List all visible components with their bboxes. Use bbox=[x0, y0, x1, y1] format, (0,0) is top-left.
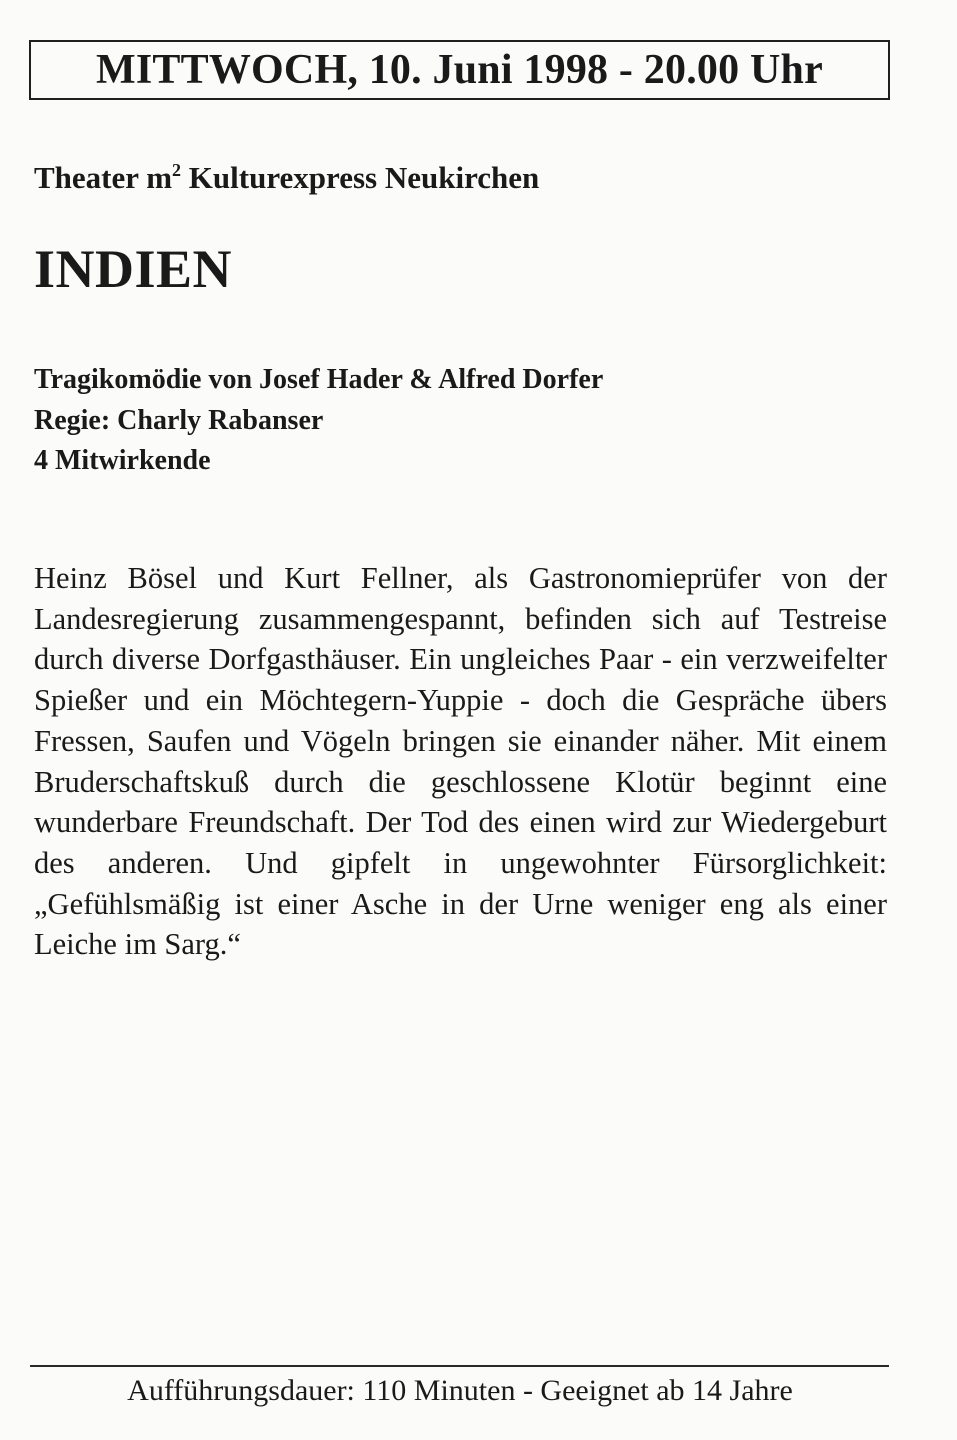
venue-line bbox=[34, 160, 539, 196]
play-title: INDIEN bbox=[34, 239, 233, 299]
date-banner bbox=[29, 40, 890, 100]
cast-line: 4 Mitwirkende bbox=[34, 445, 211, 476]
venue-prefix: Theater m bbox=[34, 160, 173, 195]
genre-line: Tragikomödie von Josef Hader & Alfred Dorfer bbox=[34, 364, 604, 395]
play-credits bbox=[34, 360, 603, 482]
director-line: Regie: Charly Rabanser bbox=[34, 404, 324, 436]
venue-suffix: Kulturexpress Neukirchen bbox=[181, 160, 540, 195]
footer-divider bbox=[30, 1365, 889, 1367]
date-line: MITTWOCH, 10. Juni 1998 - 20.00 Uhr bbox=[96, 47, 823, 93]
footer-info: Aufführungsdauer: 110 Minuten - Geeignet ab 14 Jahre bbox=[127, 1374, 793, 1407]
venue-superscript: 2 bbox=[172, 160, 182, 180]
play-description: Heinz Bösel und Kurt Fellner, als Gastronomieprüfer von der Landesregierung zusammengespannt, befinden sich auf Testreise durch diverse Dorfgasthäuser. Ein ungleiches Paar - ein verzweifelter Spießer und ein Möchtegern-Yuppie - doch die Gespräche übers Fressen, Saufen und Vögeln bringen sie einander näher. Mit einem Bruderschaftskuß durch die geschlossene Klotür beginnt eine wunderbare Freundschaft. Der Tod des einen wird zur Wiedergeburt des anderen. Und gipfelt in ungewohnter Fürsorglichkeit: „Gefühlsmäßig ist einer Asche in der Urne weniger eng als einer Leiche im Sarg.“ bbox=[34, 561, 887, 962]
